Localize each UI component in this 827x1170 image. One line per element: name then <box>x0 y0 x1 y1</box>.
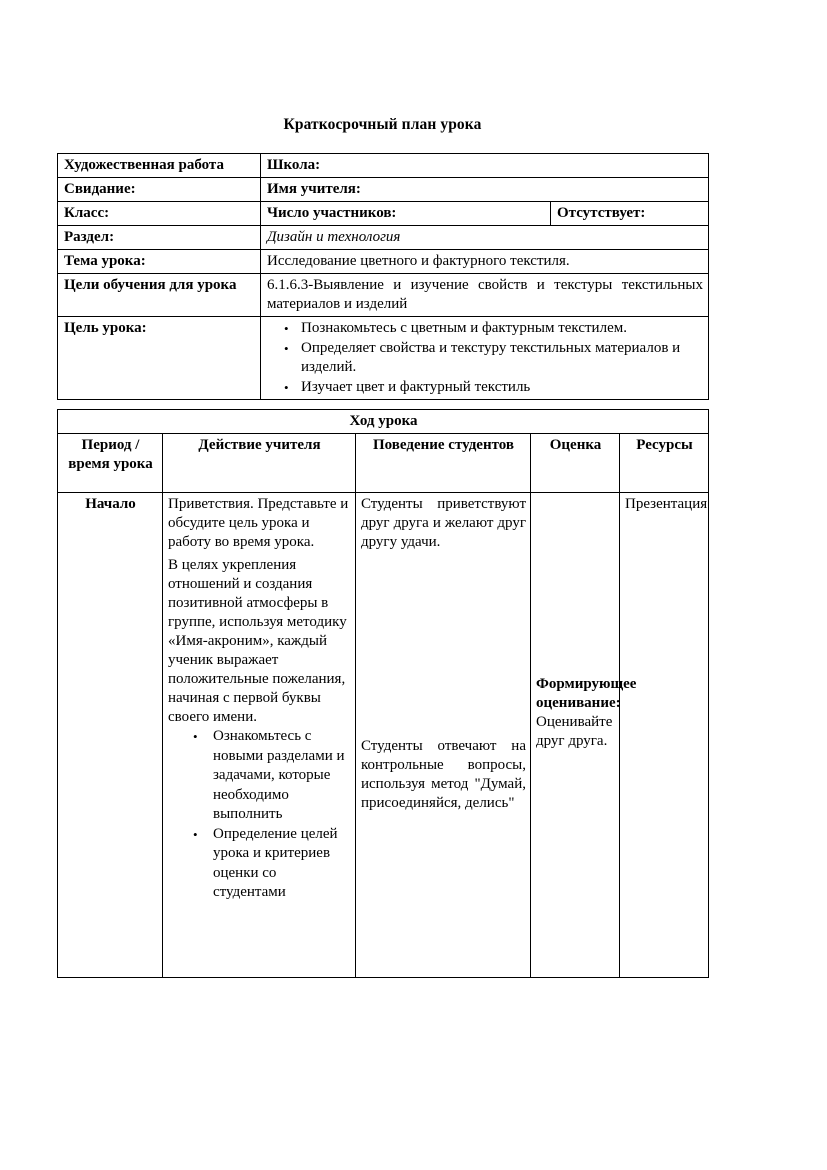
assessment-lead: Формирующее оценивание: <box>536 676 637 711</box>
column-header-teacher-action: Действие учителя <box>163 434 356 493</box>
cell-resources <box>620 493 709 978</box>
column-header-student-behavior: Поведение студентов <box>356 434 531 493</box>
assessment-spacer <box>536 495 615 675</box>
cell-student-behavior <box>356 493 531 978</box>
lesson-info-table <box>57 153 709 400</box>
cell-period-start: Начало <box>58 493 163 978</box>
list-item: • Изучает цвет и фактурный текстиль <box>301 378 703 398</box>
table-row <box>58 250 709 274</box>
column-header-period: Период / время урока <box>58 434 163 493</box>
info-label-subject: Художественная работа <box>58 154 261 178</box>
teacher-paragraph-1: Приветствия. Представьте и обсудите цель урока и работу во время урока. <box>168 496 349 550</box>
cell-assessment <box>531 493 637 978</box>
info-value-topic: Исследование цветного и фактурного текстиля. <box>261 250 709 274</box>
info-value-objectives: 6.1.6.3-Выявление и изучение свойств и текстуры текстильных материалов и изделий <box>261 274 709 317</box>
table-row <box>58 154 709 178</box>
info-value-absent: Отсутствует: <box>551 202 709 226</box>
info-label-goal: Цель урока: <box>58 317 261 400</box>
student-paragraph-2: Студенты отвечают на контрольные вопросы, используя метод "Думай, присоединяйся, делись" <box>361 738 526 811</box>
table-row <box>58 202 709 226</box>
table-row <box>58 274 709 317</box>
info-value-school: Школа: <box>261 154 709 178</box>
info-value-teacher-name: Имя учителя: <box>261 178 709 202</box>
list-item: • Определение целей урока и критериев оценки со студентами <box>213 825 351 903</box>
table-row <box>58 178 709 202</box>
info-value-participants: Число участников: <box>261 202 551 226</box>
table-row <box>58 317 709 400</box>
resources-text: Презентация <box>625 496 708 512</box>
list-item: • Познакомьтесь с цветным и фактурным текстилем. <box>301 319 703 339</box>
cell-teacher-action <box>163 493 356 978</box>
info-value-section: Дизайн и технология <box>261 226 709 250</box>
page-title: Краткосрочный план урока <box>283 116 482 133</box>
assessment-text: Оценивайте друг друга. <box>536 714 613 749</box>
column-header-resources: Ресурсы <box>620 434 709 493</box>
info-label-date: Свидание: <box>58 178 261 202</box>
teacher-paragraph-2: В целях укрепления отношений и создания позитивной атмосферы в группе, используя методику «Имя-акроним», каждый ученик выражает положительные пожелания, начиная с первой буквы своего имени. <box>168 557 347 725</box>
info-label-objectives: Цели обучения для урока <box>58 274 261 317</box>
lesson-flow-table <box>57 409 709 978</box>
info-label-class: Класс: <box>58 202 261 226</box>
table-row <box>58 226 709 250</box>
table-header-row <box>58 434 709 493</box>
list-item: • Ознакомьтесь с новыми разделами и задачами, которые необходимо выполнить <box>213 727 351 825</box>
info-value-goal <box>261 317 709 400</box>
table-row <box>58 410 709 434</box>
student-paragraph-1: Студенты приветствуют друг друга и желают друг другу удачи. <box>361 496 526 550</box>
teacher-bullet-list <box>168 727 351 903</box>
column-header-assessment: Оценка <box>531 434 620 493</box>
info-label-topic: Тема урока: <box>58 250 261 274</box>
flow-table-caption: Ход урока <box>58 410 709 434</box>
list-item: • Определяет свойства и текстуру текстильных материалов и изделий. <box>301 339 703 378</box>
info-label-section: Раздел: <box>58 226 261 250</box>
goal-bullet-list <box>267 319 703 397</box>
table-row <box>58 493 709 978</box>
